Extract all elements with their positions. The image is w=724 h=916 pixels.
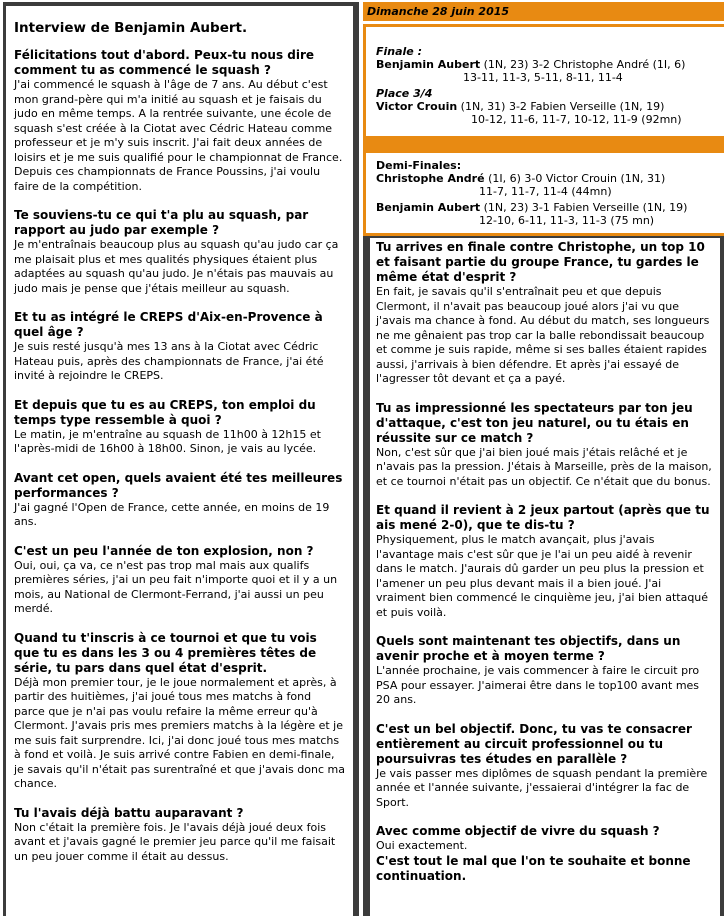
third-place-result <box>376 100 724 113</box>
answer: L'année prochaine, je vais commencer à faire le circuit pro PSA pour essayer. J'aimerai être dans le top100 avant mes 20 ans. <box>376 664 700 706</box>
article-title: Interview de Benjamin Aubert. <box>14 20 248 36</box>
qa-block <box>376 824 714 854</box>
question: Avec comme objectif de vivre du squash ? <box>376 824 660 838</box>
answer: J'ai commencé le squash à l'âge de 7 ans. Au début c'est mon grand-père qui m'a initié au squash et je faisais du judo en même temps. A la rentrée suivante, une école de squash s'est créée à la Ciotat avec Cédric Hateau comme professeur et je m'y suis inscrit. J'ai fait deux années de loisirs et je me suis qualifié pour le championnat de France. Depuis ces championnats de France Poussins, j'ai voulu faire de la compétition. <box>14 78 343 193</box>
answer: Le matin, je m'entraîne au squash de 11h00 à 12h15 et l'après-midi de 16h00 à 18h00. Sinon, je vais au lycée. <box>14 427 321 455</box>
qa-block <box>376 240 714 387</box>
answer: J'ai gagné l'Open de France, cette année, en moins de 19 ans. <box>14 500 330 528</box>
qa-block <box>14 398 345 457</box>
answer: Non, c'est sûr que j'ai bien joué mais j'étais relâché et je n'avais pas la pression. J'étais à Marseille, près de la maison, et ce tournoi n'était pas un objectif. Ce n'était que du bonus. <box>376 445 712 488</box>
qa-block <box>376 722 714 811</box>
qa-block <box>14 48 345 194</box>
finals-results-box <box>363 24 724 139</box>
third-place-label: Place 3/4 <box>376 87 433 100</box>
answer: Je vais passer mes diplômes de squash pendant la première année et l'année suivante, j'essaierai d'intégrer la fac de Sport. <box>376 766 708 809</box>
question: Quand tu t'inscris à ce tournoi et que tu vois que tu es dans les 3 ou 4 premières têtes de série, tu pars dans quel état d'esprit. <box>14 630 317 675</box>
question: Et quand il revient à 2 jeux partout (après que tu ais mené 2-0), que te dis-tu ? <box>376 503 710 532</box>
qa-block <box>14 208 345 296</box>
results-date: Dimanche 28 juin 2015 <box>367 5 510 18</box>
question: Tu arrives en finale contre Christophe, un top 10 et faisant partie du groupe France, tu gardes le même état d'esprit ? <box>376 240 705 284</box>
left-column <box>6 6 353 916</box>
answer: Je m'entraînais beaucoup plus au squash qu'au judo car ça me plaisait plus et mes qualités physiques étaient plus adaptées au squash qu'au judo. Je n'étais pas mauvais au judo mais je pense que j'étais meilleur au squash. <box>14 238 339 295</box>
answer: Oui, oui, ça va, ce n'est pas trop mal mais aux qualifs premières séries, j'ai un peu fait n'importe quoi et il y a un mois, au National de Clermont-Ferrand, j'ai aussi un peu merdé. <box>14 558 338 615</box>
question: Félicitations tout d'abord. Peux-tu nous dire comment tu as commencé le squash ? <box>14 48 315 77</box>
answer: Oui exactement. <box>376 839 468 852</box>
answer: En fait, je savais qu'il s'entraînait peu et que depuis Clermont, il n'avait pas beaucoup joué alors j'ai vu que j'avais ma chance à fond. Au début du match, ses longueurs ne me gênaient pas trop car la balle rebondissait beaucoup et comme je suis rapide, même si ses balles étaient rapides aussi, j'arrivais à bien défendre. Et après j'ai essayé de l'agresser tôt devant et ça a payé. <box>376 285 710 385</box>
question: Quels sont maintenant tes objectifs, dans un avenir proche et à moyen terme ? <box>376 634 681 663</box>
semi-2-detail: (1N, 23) 3-1 Fabien Verseille (1N, 19) <box>483 201 688 214</box>
qa-block <box>14 631 345 792</box>
semi-1-detail: (1I, 6) 3-0 Victor Crouin (1N, 31) <box>488 172 666 185</box>
qa-block <box>376 401 714 490</box>
semi-1-scores: 11-7, 11-7, 11-4 (44mn) <box>479 185 612 198</box>
qa-block <box>14 471 345 530</box>
question: Et depuis que tu es au CREPS, ton emploi du temps type ressemble à quoi ? <box>14 397 316 427</box>
qa-block <box>14 806 345 865</box>
question: Tu l'avais déjà battu auparavant ? <box>14 805 244 820</box>
finale-winner: Benjamin Aubert <box>376 58 481 71</box>
date-bar <box>363 2 724 21</box>
third-place-winner: Victor Crouin <box>376 100 458 113</box>
qa-block <box>376 503 714 620</box>
finale-label: Finale : <box>376 45 422 58</box>
qa-block <box>376 634 714 708</box>
answer: Physiquement, plus le match avançait, plus j'avais l'avantage mais c'est sûr que je l'ai un peu aidé à revenir dans le match. J'aurais dû garder un peu plus la pression et l'amener un peu plus devant mais il a bien joué. J'ai vraiment bien commencé le cinquième jeu, j'ai bien attaqué et puis voilà. <box>376 533 709 619</box>
question: Avant cet open, quels avaient été tes meilleures performances ? <box>14 470 343 500</box>
question: Et tu as intégré le CREPS d'Aix-en-Provence à quel âge ? <box>14 310 323 339</box>
answer: Déjà mon premier tour, je le joue normalement et après, à partir des huitièmes, j'ai joué tous mes matchs à fond parce que je n'ai pas voulu refaire la même erreur qu'à Clermont. J'avais pris mes premiers matchs à la légère et je me suis fait surprendre. Ici, j'ai donc joué tous mes matchs à fond et voilà. Je suis arrivé contre Fabien en demi-finale, je savais qu'il n'était pas surentraîné et que j'avais donc ma chance. <box>14 675 345 790</box>
question: Tu as impressionné les spectateurs par ton jeu d'attaque, c'est ton jeu naturel, ou tu étais en réussite sur ce match ? <box>376 400 693 445</box>
qa-block <box>14 544 345 617</box>
finale-detail: (1N, 23) 3-2 Christophe André (1I, 6) <box>483 58 686 71</box>
semi-2-winner: Benjamin Aubert <box>376 201 481 214</box>
third-place-scores: 10-12, 11-6, 11-7, 10-12, 11-9 (92mn) <box>471 113 682 126</box>
semi-2-scores: 12-10, 6-11, 11-3, 11-3 (75 mn) <box>479 214 655 227</box>
semi-2-result <box>376 201 724 214</box>
right-article-column <box>370 238 720 916</box>
question: Te souviens-tu ce qui t'a plu au squash, par rapport au judo par exemple ? <box>14 208 309 237</box>
semi-1-winner: Christophe André <box>376 172 485 185</box>
semi-1-result <box>376 172 724 185</box>
question: C'est un bel objectif. Donc, tu vas te consacrer entièrement au circuit professionnel ou tu poursuivras tes études en parallèle ? <box>376 721 692 766</box>
finale-scores: 13-11, 11-3, 5-11, 8-11, 11-4 <box>463 71 623 84</box>
question: C'est un peu l'année de ton explosion, non ? <box>14 543 314 558</box>
semi-finals-box <box>363 153 724 236</box>
third-place-detail: (1N, 31) 3-2 Fabien Verseille (1N, 19) <box>460 100 665 113</box>
qa-block <box>14 310 345 384</box>
semis-label: Demi-Finales: <box>376 159 462 172</box>
answer: Je suis resté jusqu'à mes 13 ans à la Ciotat avec Cédric Hateau puis, après des championnats de France, j'ai été invité à rejoindre le CREPS. <box>14 340 324 382</box>
closing-remark: C'est tout le mal que l'on te souhaite et bonne continuation. <box>376 853 691 883</box>
finale-result <box>376 58 724 71</box>
separator-bar <box>363 139 724 153</box>
answer: Non c'était la première fois. Je l'avais déjà joué deux fois avant et j'avais gagné le premier jeu parce qu'il me faisait un peu jouer comme il était au dessus. <box>14 820 336 863</box>
